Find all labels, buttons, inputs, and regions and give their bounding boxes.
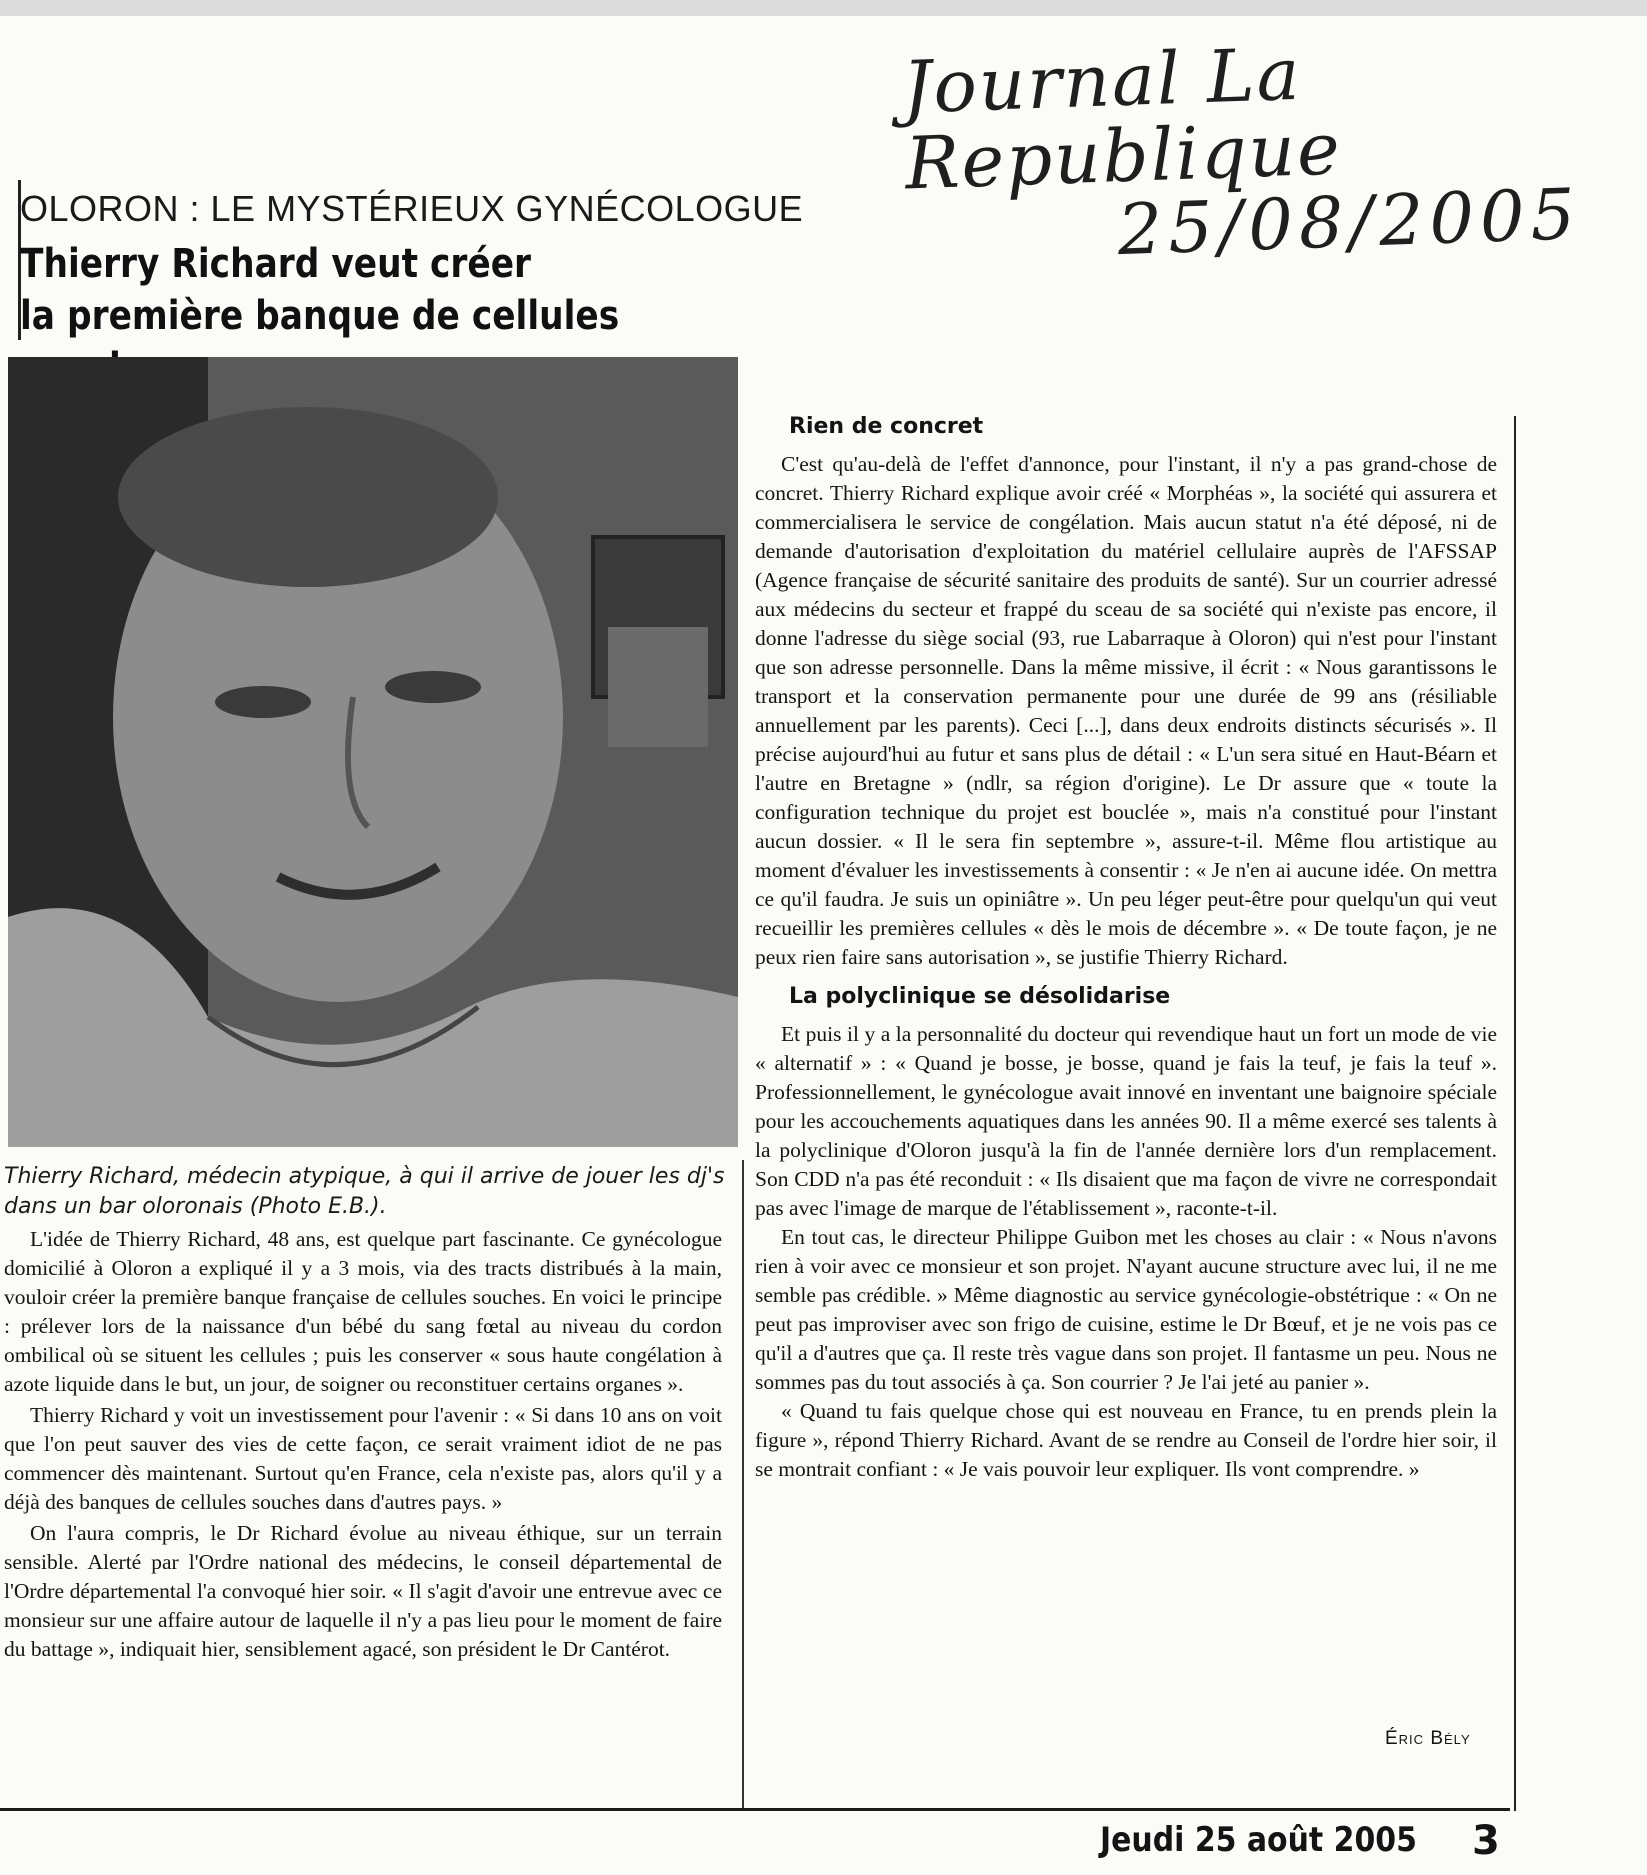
left-column xyxy=(4,1225,722,1664)
right-paragraph-1: C'est qu'au-delà de l'effet d'annonce, pour l'instant, il n'y a pas grand-chose de concret. Thierry Richard explique avoir créé « Morphéas », la société qui assurera et commercialisera le service de congélation. Mais aucun statut n'a été déposé, ni de demande d'autorisation d'exploitation du matériel cellulaire auprès de l'AFSSAP (Agence française de sécurité sanitaire des produits de santé). Sur un courrier adressé aux médecins du secteur et frappé du sceau de sa société qui n'existe pas encore, il donne l'adresse du siège social (93, rue Labarraque à Oloron) qui n'est pour l'instant que son adresse personnelle. Dans la même missive, il écrit : « Nous garantissons le transport et la conservation permanente pour une durée de 99 ans (résiliable annuellement par les parents). Ceci [...], dans deux endroits distincts sécurisés ». Il précise aujourd'hui au futur et sans plus de détail : « L'un sera situé en Haut-Béarn et l'autre en Bretagne » (ndlr, sa région d'origine). Le Dr assure que « toute la configuration technique du projet est bouclée », mais n'a constitué pour l'instant aucun dossier. « Il le sera fin septembre », assure-t-il. Même flou artistique au moment d'évaluer les investissements à consentir : « Je n'en ai aucune idée. On mettra ce qu'il faudra. Je suis un opiniâtre ». Un peu léger peut-être pour quelqu'un qui veut recueillir les premières cellules « dès le mois de décembre ». « De toute façon, je ne peux rien faire sans autorisation », se justifie Thierry Richard. xyxy=(755,452,1497,969)
right-frame-rule xyxy=(1514,416,1516,1811)
headline-line-2: la première banque de cellules xyxy=(20,293,620,339)
subhead-polyclinique: La polyclinique se désolidarise xyxy=(789,984,1171,1009)
right-paragraph-3: En tout cas, le directeur Philippe Guibon met les choses au clair : « Nous n'avons rien à voir avec ce monsieur et son projet. N'ayant aucune structure avec lui, il ne me semble pas crédible. » Même diagnostic au service gynécologie-obstétrique : « On ne peut pas improviser avec son frigo de cuisine, estime le Dr Bœuf, et je ne vois pas ce qu'il a d'autres que ça. Il reste très vague dans son projet. Il fantasme un peu. Nous ne sommes pas du tout associés à ça. Son courrier ? Je l'ai jeté au panier ». xyxy=(755,1225,1497,1394)
right-paragraph-2: Et puis il y a la personnalité du docteur qui revendique haut un fort un mode de vie « alternatif » : « Quand je bosse, je bosse, quand je fais la teuf, je fais la teuf ». Professionnellement, le gynécologue avait innové en inventant une baignoire spéciale pour les accouchements aquatiques dans les années 90. Il a même exercé ses talents à la polyclinique d'Oloron jusqu'à la fin de l'année dernière lors d'un remplacement. Son CDD n'a pas été reconduit : « Ils disaient que ma façon de vivre ne correspondait pas avec l'image de marque de l'établissement », raconte-t-il. xyxy=(755,1022,1497,1220)
handwritten-source: Journal La Republique xyxy=(901,31,1343,206)
portrait-photo xyxy=(8,357,738,1147)
handwritten-note xyxy=(901,26,1628,276)
right-paragraph-4: « Quand tu fais quelque chose qui est nouveau en France, tu en prends plein la figure », répond Thierry Richard. Avant de se rendre au Conseil de l'ordre hier soir, il se montrait confiant : « Je vais pouvoir leur expliquer. Ils vont comprendre. » xyxy=(755,1399,1497,1481)
left-paragraph-2: Thierry Richard y voit un investissement pour l'avenir : « Si dans 10 ans on voit que l'on peut sauver des vies de cette façon, ce serait vraiment idiot de ne pas commencer dès maintenant. Surtout qu'en France, cela n'existe pas, alors qu'il y a déjà des banques de cellules souches dans d'autres pays. » xyxy=(4,1403,722,1514)
page-number: 3 xyxy=(1472,1818,1500,1864)
headline-line-1: Thierry Richard veut créer xyxy=(20,241,532,287)
column-divider xyxy=(742,1160,744,1810)
subhead-rien-de-concret: Rien de concret xyxy=(789,414,984,439)
left-paragraph-3: On l'aura compris, le Dr Richard évolue au niveau éthique, sur un terrain sensible. Alerté par l'Ordre national des médecins, le conseil départemental de l'Ordre départemental l'a convoqué hier soir. « Il s'agit d'avoir une entrevue avec ce monsieur sur une affaire autour de laquelle il n'y a pas lieu pour le moment de faire du battage », indiquait hier, sensiblement agacé, son président le Dr Cantérot. xyxy=(4,1521,722,1661)
left-paragraph-1: L'idée de Thierry Richard, 48 ans, est quelque part fascinante. Ce gynécologue domicilié à Oloron a expliqué il y a 3 mois, via des tracts distribués à la main, vouloir créer la première banque française de cellules souches. En voici le principe : prélever lors de la naissance d'un bébé du sang fœtal au niveau du cordon ombilical où se situent les cellules ; puis les conserver « sous haute congélation à azote liquide dans le but, un jour, de soigner ou reconstituer certains organes ». xyxy=(4,1227,722,1396)
kicker: OLORON : LE MYSTÉRIEUX GYNÉCOLOGUE xyxy=(20,188,804,229)
footer-date: Jeudi 25 août 2005 xyxy=(1100,1820,1417,1860)
scan-top-edge xyxy=(0,0,1647,16)
portrait-illustration xyxy=(8,357,738,1147)
right-column xyxy=(755,408,1497,1484)
handwritten-date: 25/08/2005 xyxy=(1116,173,1583,272)
photo-caption: Thierry Richard, médecin atypique, à qui il arrive de jouer les dj's dans un bar oloronais (Photo E.B.). xyxy=(4,1164,725,1219)
bottom-rule xyxy=(0,1808,1510,1811)
author-signature: Éric Bély xyxy=(1385,1728,1471,1749)
